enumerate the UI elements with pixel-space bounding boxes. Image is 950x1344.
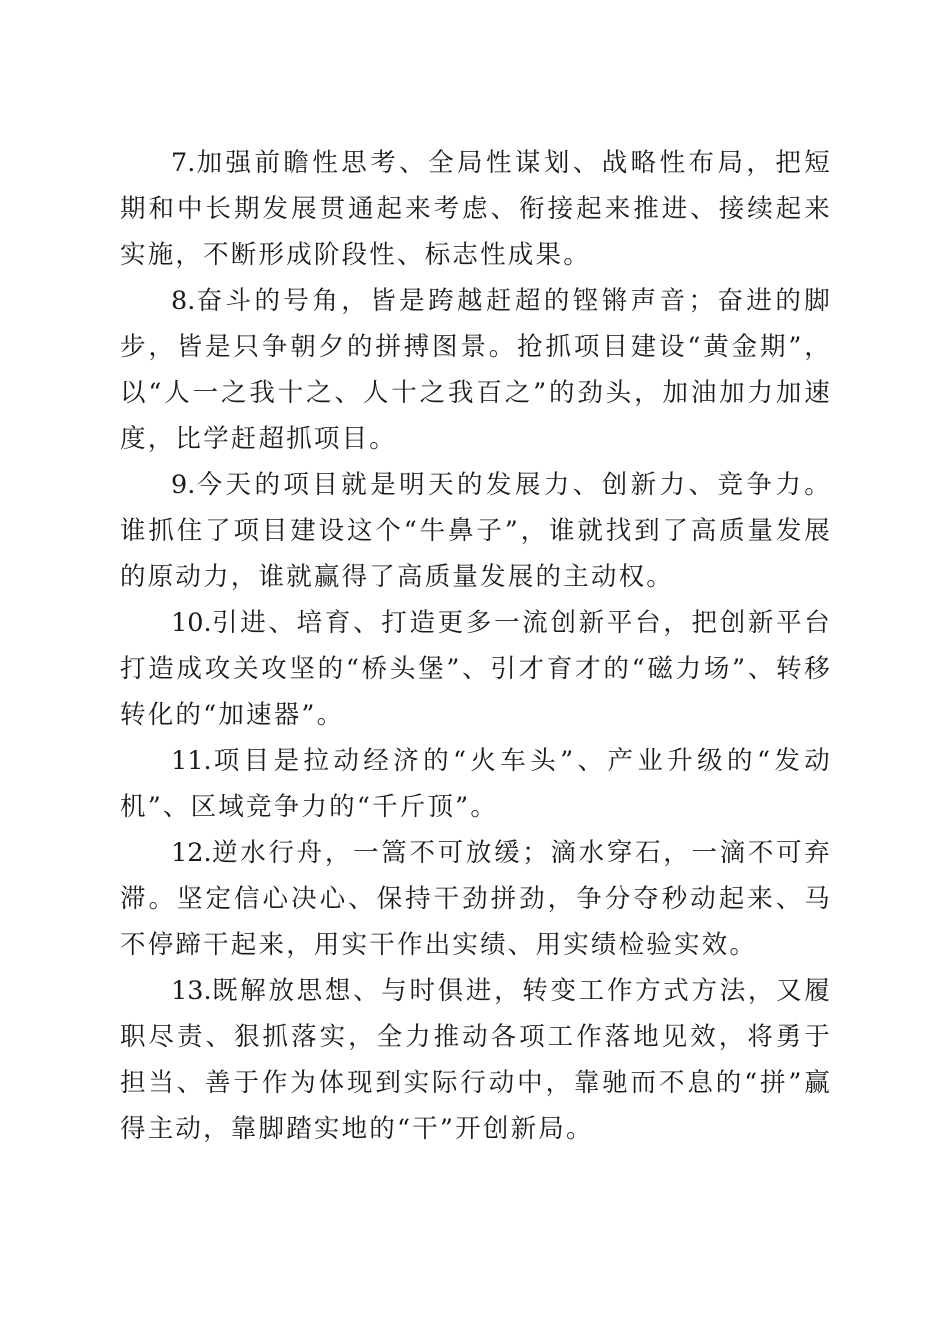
paragraph-number: 12. — [171, 838, 212, 868]
paragraph-number: 11. — [171, 746, 212, 776]
paragraph-10 — [120, 600, 832, 738]
paragraph-text: 奋斗的号角，皆是跨越赶超的铿锵声音；奋进的脚步，皆是只争朝夕的拼搏图景。抢抓项目建设“黄金期”，以“人一之我十之、人十之我百之”的劲头，加油加力加速度，比学赶超抓项目。 — [120, 286, 832, 454]
paragraph-text: 既解放思想、与时俱进，转变工作方式方法，又履职尽责、狠抓落实，全力推动各项工作落地见效，将勇于担当、善于作为体现到实际行动中，靠驰而不息的“拼”赢得主动，靠脚踏实地的“干”开创新局。 — [120, 976, 832, 1144]
paragraph-text: 项目是拉动经济的“火车头”、产业升级的“发动机”、区域竞争力的“千斤顶”。 — [120, 746, 832, 822]
paragraph-text: 加强前瞻性思考、全局性谋划、战略性布局，把短期和中长期发展贯通起来考虑、衔接起来推进、接续起来实施，不断形成阶段性、标志性成果。 — [120, 148, 832, 270]
paragraph-11 — [120, 738, 832, 830]
paragraph-9 — [120, 462, 832, 600]
paragraph-13 — [120, 968, 832, 1152]
paragraph-text: 引进、培育、打造更多一流创新平台，把创新平台打造成攻关攻坚的“桥头堡”、引才育才的“磁力场”、转移转化的“加速器”。 — [120, 608, 832, 730]
paragraph-text: 逆水行舟，一篙不可放缓；滴水穿石，一滴不可弃滞。坚定信心决心、保持干劲拼劲，争分夺秒动起来、马不停蹄干起来，用实干作出实绩、用实绩检验实效。 — [120, 838, 832, 960]
document-body — [120, 140, 832, 1152]
paragraph-number: 8. — [171, 286, 196, 316]
paragraph-number: 7. — [171, 148, 196, 178]
paragraph-7 — [120, 140, 832, 278]
paragraph-number: 13. — [171, 976, 212, 1006]
paragraph-number: 9. — [171, 470, 196, 500]
paragraph-text: 今天的项目就是明天的发展力、创新力、竞争力。谁抓住了项目建设这个“牛鼻子”，谁就找到了高质量发展的原动力，谁就赢得了高质量发展的主动权。 — [120, 470, 832, 592]
paragraph-12 — [120, 830, 832, 968]
paragraph-number: 10. — [171, 608, 212, 638]
paragraph-8 — [120, 278, 832, 462]
